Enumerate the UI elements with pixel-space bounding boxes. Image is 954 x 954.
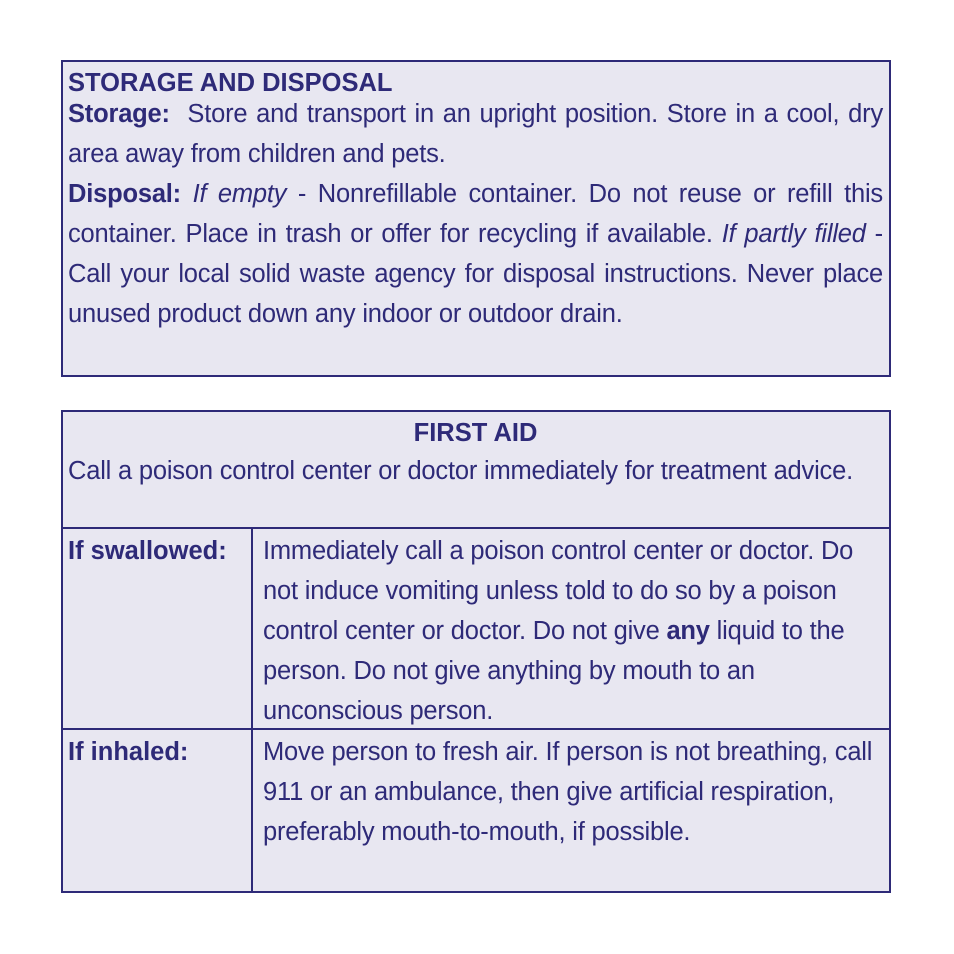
first-aid-header xyxy=(63,412,889,529)
swallowed-instructions xyxy=(253,527,889,731)
storage-label: Storage: xyxy=(68,100,170,128)
if-partly-filled-text: - Call your local solid waste agency for disposal instructions. Never place unused product down any indoor or outdoor drain. xyxy=(68,220,883,328)
if-empty-label: If empty xyxy=(192,180,287,208)
storage-disposal-panel xyxy=(61,60,891,377)
swallowed-text-part-2: liquid to the person. Do not give anything by mouth to an unconscious person. xyxy=(263,617,845,725)
swallowed-label: If swallowed: xyxy=(63,527,253,728)
if-empty-text: - Nonrefillable container. Do not reuse or refill this container. Place in trash or offer for recycling if available. xyxy=(68,180,883,248)
first-aid-row-inhaled xyxy=(63,728,889,893)
first-aid-intro: Call a poison control center or doctor immediately for treatment advice. xyxy=(68,457,853,485)
disposal-label: Disposal: xyxy=(68,180,181,208)
disposal-paragraph xyxy=(68,174,883,334)
inhaled-label: If inhaled: xyxy=(63,728,253,893)
first-aid-row-swallowed xyxy=(63,527,889,730)
storage-disposal-title: STORAGE AND DISPOSAL xyxy=(68,69,393,97)
inhaled-instructions: Move person to fresh air. If person is not breathing, call 911 or an ambulance, then give artificial respiration, preferably mouth-to-mouth, if possible. xyxy=(263,738,873,846)
swallowed-text-part-1: Immediately call a poison control center or doctor. Do not induce vomiting unless told to do so by a poison control center or doctor. Do not give xyxy=(263,537,854,645)
swallowed-emphasis: any xyxy=(666,617,710,645)
storage-text: Store and transport in an upright position. Store in a cool, dry area away from children and pets. xyxy=(68,100,890,168)
first-aid-panel xyxy=(61,410,891,893)
if-partly-filled-label: If partly filled xyxy=(721,220,866,248)
storage-paragraph xyxy=(68,94,890,174)
first-aid-title: FIRST AID xyxy=(413,419,538,447)
